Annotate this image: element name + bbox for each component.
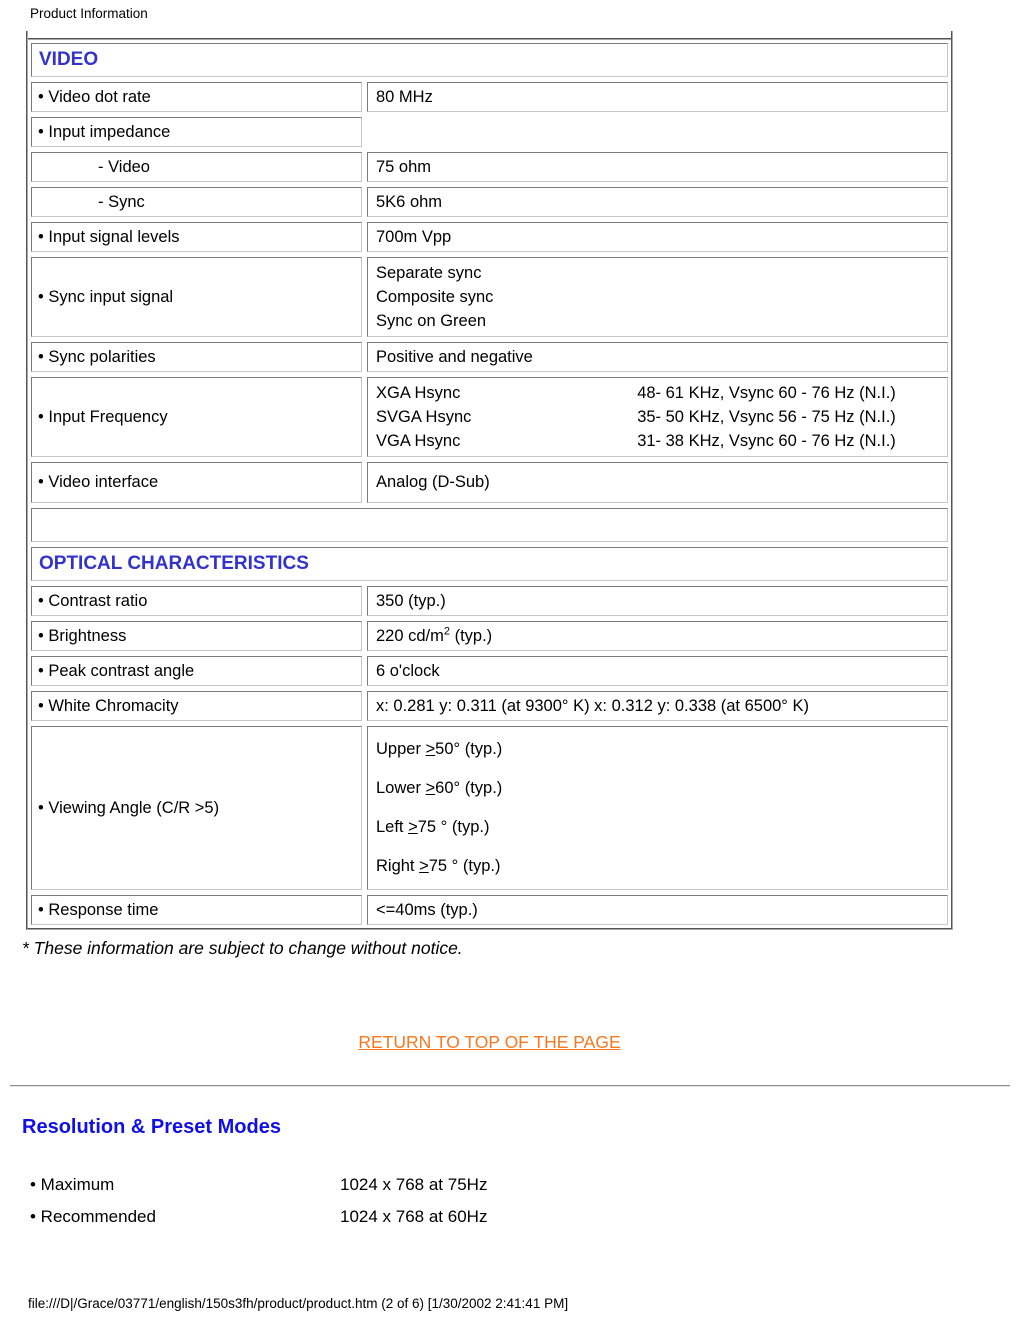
spec-label: • Video dot rate (38, 87, 151, 106)
brightness-superscript: 2 (443, 625, 450, 637)
sync-type-line: Separate sync (376, 264, 482, 282)
geq-symbol: > (419, 857, 429, 875)
resolution-item-recommended (30, 1207, 487, 1227)
geq-symbol: > (425, 779, 436, 797)
spec-value-cell (367, 726, 948, 890)
spec-value-cell (367, 377, 948, 457)
spec-value-cell (367, 187, 948, 217)
resolution-item-maximum (30, 1175, 487, 1195)
spec-value-cell (367, 462, 948, 503)
page-title: Product Information (30, 6, 148, 21)
viewing-angle-line (376, 817, 939, 838)
table-row-spacer (31, 508, 948, 542)
spec-label-cell (31, 621, 362, 651)
brightness-value-pre: 220 cd/m (376, 626, 444, 645)
table-row-peak-contrast-angle (31, 656, 948, 686)
spec-value: 75 ohm (376, 157, 432, 176)
frequency-mode: VGA Hsync (376, 432, 461, 450)
viewing-angle-value: 75 ° (typ.) (417, 818, 490, 836)
table-row-response-time (31, 895, 948, 925)
spec-label-cell (31, 82, 362, 112)
viewing-angle-direction: Lower (376, 779, 426, 797)
geq-symbol: > (425, 740, 436, 758)
spec-sublabel-cell (31, 187, 362, 217)
spec-label-cell (31, 377, 362, 457)
resolution-item-label: • Maximum (30, 1175, 115, 1194)
spec-value-cell (367, 621, 948, 651)
brightness-value (376, 627, 492, 646)
resolution-item-value: 1024 x 768 at 75Hz (340, 1175, 488, 1194)
table-row-sync-input-signal (31, 257, 948, 337)
frequency-range: 35- 50 KHz, Vsync 56 - 75 Hz (N.I.) (637, 408, 896, 426)
spec-value: <=40ms (typ.) (376, 900, 478, 919)
resolution-item-label: • Recommended (30, 1207, 156, 1226)
viewing-angle-value: 75 ° (typ.) (428, 857, 501, 875)
table-row-white-chromacity (31, 691, 948, 721)
viewing-angle-direction: Right (376, 857, 420, 875)
table-row-video-dot-rate (31, 82, 948, 112)
viewing-angle-value: 60° (typ.) (435, 779, 503, 797)
viewing-angle-line (376, 856, 939, 877)
viewing-angle-direction: Upper (376, 740, 426, 758)
viewing-angle-value: 50° (typ.) (435, 740, 503, 758)
spec-sublabel: - Video (98, 157, 150, 176)
spec-label: • Brightness (38, 626, 127, 645)
frequency-line (376, 381, 939, 405)
frequency-mode: SVGA Hsync (376, 408, 472, 426)
horizontal-rule (10, 1085, 1010, 1087)
table-row-viewing-angle (31, 726, 948, 890)
spec-label-cell (31, 895, 362, 925)
spec-label-cell (31, 222, 362, 252)
table-row-video-interface (31, 462, 948, 503)
spec-value: 700m Vpp (376, 227, 452, 246)
spec-label: • Contrast ratio (38, 591, 148, 610)
spec-value-cell (367, 257, 948, 337)
spec-label-cell (31, 342, 362, 372)
viewing-angle-line (376, 778, 939, 799)
spec-label-cell (31, 656, 362, 686)
spec-sublabel-cell (31, 152, 362, 182)
table-row-input-impedance (31, 117, 948, 147)
spec-label: • Sync polarities (38, 347, 156, 366)
spec-label-cell (31, 586, 362, 616)
geq-symbol: > (408, 818, 418, 836)
table-row-contrast-ratio (31, 586, 948, 616)
spec-value-cell (367, 895, 948, 925)
spec-label: • Peak contrast angle (38, 661, 195, 680)
spec-value: 6 o'clock (376, 661, 440, 680)
spec-value: x: 0.281 y: 0.311 (at 9300° K) x: 0.312 y: 0.338 (at 6500° K) (376, 696, 809, 715)
frequency-line (376, 405, 939, 429)
brightness-value-post: (typ.) (450, 626, 493, 645)
spec-value: 350 (typ.) (376, 591, 446, 610)
spec-value: Positive and negative (376, 347, 533, 366)
file-path-footer: file:///D|/Grace/03771/english/150s3fh/product/product.htm (2 of 6) [1/30/2002 2:41:41 PM] (28, 1296, 569, 1311)
spec-label-cell (31, 726, 362, 890)
spec-label: • Video interface (38, 473, 159, 491)
sync-type-line: Sync on Green (376, 312, 487, 330)
spec-label: • Viewing Angle (C/R >5) (38, 798, 220, 817)
table-row-input-signal-levels (31, 222, 948, 252)
empty-cell-area (367, 117, 948, 147)
spec-label-cell (31, 691, 362, 721)
spec-value: 80 MHz (376, 87, 433, 106)
spec-sublabel: - Sync (98, 192, 145, 211)
video-section-header-cell (31, 43, 948, 77)
video-section-title: VIDEO (39, 49, 99, 70)
spec-value-cell (367, 152, 948, 182)
spec-label-cell (31, 257, 362, 337)
frequency-mode: XGA Hsync (376, 384, 461, 402)
viewing-angle-direction: Left (376, 818, 409, 836)
table-row-optical-header (31, 547, 948, 581)
spec-value-cell (367, 222, 948, 252)
optical-section-header-cell (31, 547, 948, 581)
table-row-brightness (31, 621, 948, 651)
spec-value-cell (367, 656, 948, 686)
disclaimer-note: * These information are subject to change without notice. (22, 938, 463, 958)
viewing-angle-line (376, 739, 939, 760)
spec-label: • Sync input signal (38, 287, 174, 306)
table-top-cutoff-row (28, 31, 951, 40)
spec-label: • Response time (38, 900, 159, 919)
frequency-line (376, 429, 939, 453)
spec-label-cell (31, 117, 362, 147)
spec-label: • Input impedance (38, 122, 171, 141)
spec-value: Analog (D-Sub) (376, 473, 490, 491)
spec-table (26, 31, 953, 930)
return-link-container (26, 1032, 953, 1053)
return-to-top-link[interactable]: RETURN TO TOP OF THE PAGE (358, 1032, 621, 1052)
spec-label: • White Chromacity (38, 696, 179, 715)
spec-value-cell (367, 82, 948, 112)
spec-value: 5K6 ohm (376, 192, 443, 211)
spacer-cell (31, 508, 948, 542)
spec-value-cell (367, 691, 948, 721)
resolution-item-value: 1024 x 768 at 60Hz (340, 1207, 488, 1226)
table-row-input-frequency (31, 377, 948, 457)
table-row-impedance-video (31, 152, 948, 182)
spec-value-cell (367, 342, 948, 372)
spec-value-cell (367, 586, 948, 616)
optical-section-title: OPTICAL CHARACTERISTICS (39, 553, 309, 574)
spec-label-cell (31, 462, 362, 503)
table-row-impedance-sync (31, 187, 948, 217)
table-row-video-header (31, 43, 948, 77)
frequency-range: 48- 61 KHz, Vsync 60 - 76 Hz (N.I.) (637, 384, 896, 402)
spec-label: • Input signal levels (38, 227, 180, 246)
sync-type-line: Composite sync (376, 288, 494, 306)
spec-table-rows (28, 40, 951, 928)
table-row-sync-polarities (31, 342, 948, 372)
frequency-range: 31- 38 KHz, Vsync 60 - 76 Hz (N.I.) (637, 432, 896, 450)
resolution-section-title: Resolution & Preset Modes (22, 1116, 281, 1138)
spec-label: • Input Frequency (38, 407, 168, 426)
